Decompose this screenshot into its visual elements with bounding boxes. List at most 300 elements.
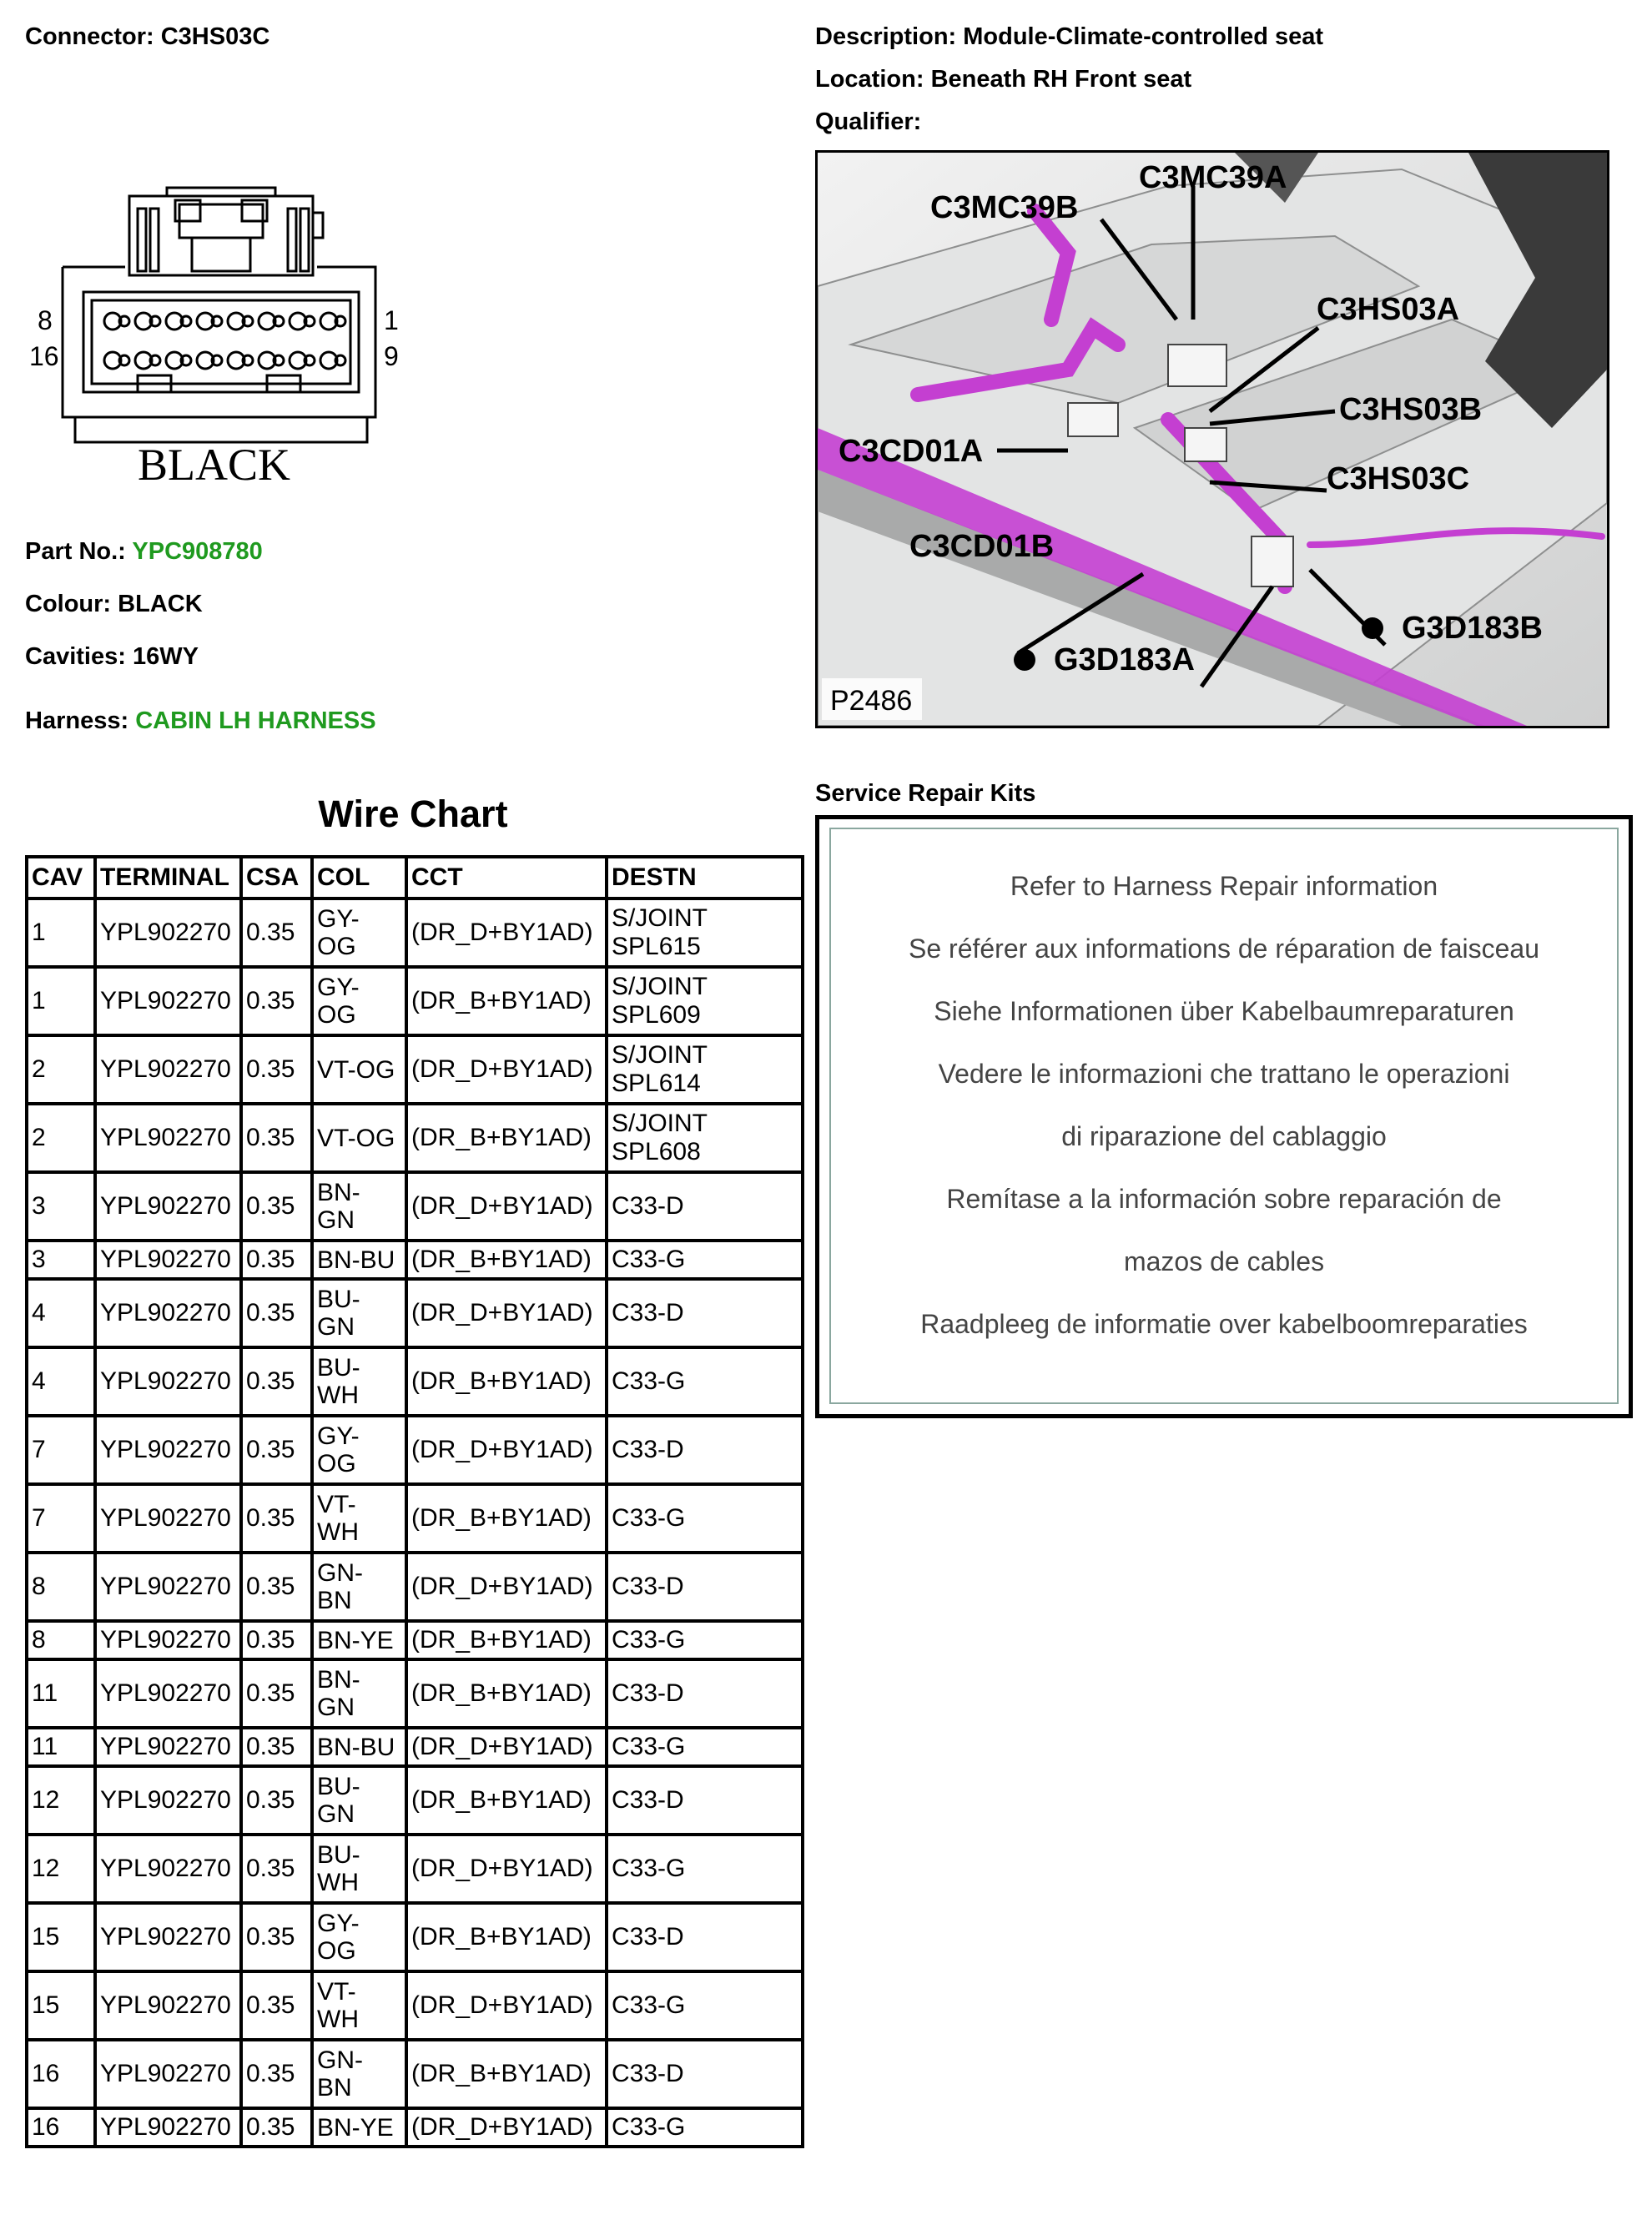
cavities-label: Cavities: (25, 643, 126, 670)
cell-csa (241, 1766, 312, 1835)
header-csa: CSA (241, 857, 312, 899)
cell-cct (406, 1903, 607, 1971)
description (815, 23, 1323, 51)
col-line-1: BU- (317, 1841, 360, 1869)
pin-label-9: 9 (384, 341, 399, 371)
callout-c3mc39a: C3MC39A (1139, 160, 1287, 195)
service-repair-kits-title: Service Repair Kits (815, 780, 1036, 807)
col-line-2: OG (317, 1001, 356, 1029)
cell-col (312, 1484, 406, 1553)
col-line-1: VT- (317, 1978, 356, 2006)
cell-col (312, 2040, 406, 2108)
cell-csa (241, 1835, 312, 1903)
cell-cav (27, 1104, 95, 1172)
cell-destn (607, 1621, 803, 1659)
repair-line: Raadpleeg de informatie over kabelboomreparaties (920, 1309, 1528, 1339)
table-row (27, 1484, 803, 1553)
cell-destn (607, 1347, 803, 1416)
csa-value: 0.35 (246, 1626, 295, 1654)
destn-line-1: C33-D (612, 1923, 684, 1951)
cav-value: 15 (32, 1991, 60, 2019)
cell-destn (607, 1416, 803, 1484)
cav-value: 16 (32, 2113, 60, 2141)
cell-col (312, 1416, 406, 1484)
table-row (27, 1621, 803, 1659)
part-number (25, 538, 263, 566)
terminal-value: YPL902270 (100, 1626, 231, 1654)
cell-terminal (95, 1835, 241, 1903)
cell-cav (27, 1903, 95, 1971)
location-value: Beneath RH Front seat (930, 66, 1192, 93)
cct-value: (DR_B+BY1AD) (411, 1679, 592, 1707)
cell-cav (27, 1347, 95, 1416)
pin-label-16: 16 (29, 341, 59, 371)
header-cav: CAV (27, 857, 95, 899)
destn-line-1: C33-D (612, 1679, 684, 1707)
cell-destn (607, 2108, 803, 2147)
cell-terminal (95, 1104, 241, 1172)
cav-value: 2 (32, 1055, 46, 1083)
wire-chart-title: Wire Chart (318, 793, 508, 835)
cell-cct (406, 1621, 607, 1659)
cell-csa (241, 899, 312, 967)
cct-value: (DR_B+BY1AD) (411, 1626, 592, 1654)
col-line-2: GN (317, 1206, 355, 1234)
col-line-2: BN (317, 1587, 352, 1614)
cell-terminal (95, 2108, 241, 2147)
service-repair-text (831, 869, 1617, 1370)
destn-line-1: C33-G (612, 1246, 686, 1273)
table-row (27, 1172, 803, 1241)
col-line-1: GY- (317, 905, 360, 933)
harness-value[interactable]: CABIN LH HARNESS (135, 707, 376, 734)
csa-value: 0.35 (246, 1299, 295, 1326)
colour-value: BLACK (118, 591, 203, 617)
csa-value: 0.35 (246, 1786, 295, 1814)
terminal-value: YPL902270 (100, 1055, 231, 1083)
col-line-1: BN-BU (317, 1246, 395, 1274)
destn-line-1: C33-D (612, 1786, 684, 1814)
header-cct: CCT (406, 857, 607, 899)
cav-value: 11 (32, 1679, 58, 1707)
table-row (27, 1903, 803, 1971)
cell-csa (241, 2108, 312, 2147)
terminal-value: YPL902270 (100, 987, 231, 1014)
col-line-2: OG (317, 933, 356, 960)
cct-value: (DR_D+BY1AD) (411, 1192, 593, 1220)
repair-line: Siehe Informationen über Kabelbaumreparaturen (934, 996, 1514, 1026)
cell-destn (607, 2040, 803, 2108)
cav-value: 11 (32, 1733, 58, 1760)
col-line-2: OG (317, 1450, 356, 1477)
cell-cct (406, 1241, 607, 1279)
terminal-value: YPL902270 (100, 2113, 231, 2141)
table-row (27, 1971, 803, 2040)
repair-line: Se référer aux informations de réparation de faisceau (909, 934, 1539, 964)
cell-csa (241, 1728, 312, 1766)
cell-cav (27, 899, 95, 967)
cell-terminal (95, 1903, 241, 1971)
ground-dot-a (1014, 649, 1035, 671)
destn-line-1: C33-G (612, 1991, 686, 2019)
cav-value: 3 (32, 1246, 46, 1273)
col-line-2: WH (317, 1518, 359, 1546)
destn-line-2: SPL615 (612, 933, 701, 960)
cell-destn (607, 1659, 803, 1728)
col-line-1: GY- (317, 974, 360, 1001)
header-col: COL (312, 857, 406, 899)
colour-label: Colour: (25, 591, 112, 617)
cav-value: 7 (32, 1436, 46, 1463)
destn-line-1: C33-D (612, 1436, 684, 1463)
cell-col (312, 899, 406, 967)
connector-face-diagram (25, 175, 426, 492)
qualifier (815, 108, 921, 136)
cct-value: (DR_D+BY1AD) (411, 1299, 593, 1326)
destn-line-1: C33-D (612, 1299, 684, 1326)
destn-line-1: S/JOINT (612, 904, 708, 932)
col-line-2: WH (317, 1382, 359, 1409)
repair-line: Refer to Harness Repair information (1010, 871, 1438, 901)
cell-csa (241, 967, 312, 1035)
cell-destn (607, 1035, 803, 1104)
repair-line: Vedere le informazioni che trattano le operazioni (938, 1059, 1510, 1089)
col-line-1: VT- (317, 1491, 356, 1518)
cell-cct (406, 1416, 607, 1484)
cell-destn (607, 1766, 803, 1835)
csa-value: 0.35 (246, 1246, 295, 1273)
csa-value: 0.35 (246, 1055, 295, 1083)
cell-col (312, 1766, 406, 1835)
cav-value: 16 (32, 2060, 60, 2087)
cell-cav (27, 1484, 95, 1553)
cell-csa (241, 1553, 312, 1621)
callout-c3hs03b: C3HS03B (1339, 392, 1483, 427)
terminal-value: YPL902270 (100, 919, 231, 946)
col-line-1: BN- (317, 1666, 360, 1694)
col-line-1: BN- (317, 1179, 360, 1206)
destn-line-1: C33-G (612, 1855, 686, 1882)
callout-c3cd01a: C3CD01A (839, 434, 984, 469)
cell-destn (607, 1903, 803, 1971)
table-row (27, 1766, 803, 1835)
cav-value: 7 (32, 1504, 46, 1532)
pin-label-8: 8 (38, 305, 53, 335)
table-row (27, 1241, 803, 1279)
cell-cav (27, 1971, 95, 2040)
cell-csa (241, 1659, 312, 1728)
cell-cav (27, 1659, 95, 1728)
description-label: Description: (815, 23, 957, 50)
cell-col (312, 1104, 406, 1172)
cell-cav (27, 1279, 95, 1347)
cell-terminal (95, 1279, 241, 1347)
cav-value: 15 (32, 1923, 60, 1951)
cav-value: 3 (32, 1192, 46, 1220)
table-row (27, 1728, 803, 1766)
table-row (27, 1104, 803, 1172)
cell-csa (241, 1484, 312, 1553)
cct-value: (DR_B+BY1AD) (411, 1246, 592, 1273)
cct-value: (DR_B+BY1AD) (411, 1367, 592, 1395)
cell-destn (607, 967, 803, 1035)
destn-line-1: S/JOINT (612, 1041, 708, 1069)
terminal-value: YPL902270 (100, 1679, 231, 1707)
callout-c3mc39b: C3MC39B (930, 190, 1079, 225)
cell-terminal (95, 2040, 241, 2108)
cell-col (312, 1903, 406, 1971)
csa-value: 0.35 (246, 1504, 295, 1532)
cell-csa (241, 1621, 312, 1659)
cct-value: (DR_D+BY1AD) (411, 919, 593, 946)
terminal-value: YPL902270 (100, 1855, 231, 1882)
destn-line-1: C33-G (612, 2113, 686, 2141)
cell-cav (27, 2040, 95, 2108)
cell-col (312, 1241, 406, 1279)
table-row (27, 1035, 803, 1104)
col-line-2: GN (317, 1800, 355, 1828)
terminal-value: YPL902270 (100, 1436, 231, 1463)
harness-label: Harness: (25, 707, 129, 734)
cell-cct (406, 1347, 607, 1416)
connector-label: Connector: (25, 23, 154, 50)
cell-cct (406, 2108, 607, 2147)
table-row (27, 1835, 803, 1903)
col-line-2: BN (317, 2074, 352, 2102)
qualifier-label: Qualifier: (815, 108, 922, 135)
cav-value: 4 (32, 1367, 46, 1395)
cell-col (312, 1835, 406, 1903)
col-line-1: GY- (317, 1910, 360, 1937)
table-row (27, 1279, 803, 1347)
cct-value: (DR_B+BY1AD) (411, 1504, 592, 1532)
col-line-2: OG (317, 1937, 356, 1965)
destn-line-1: S/JOINT (612, 973, 708, 1000)
cell-cav (27, 1241, 95, 1279)
cell-destn (607, 1279, 803, 1347)
location-illustration (815, 150, 1609, 728)
cell-terminal (95, 1241, 241, 1279)
cell-destn (607, 1241, 803, 1279)
cell-col (312, 1172, 406, 1241)
pin-cavities (104, 313, 345, 369)
cell-cav (27, 1766, 95, 1835)
cell-col (312, 2108, 406, 2147)
cav-value: 12 (32, 1786, 60, 1814)
part-number-label: Part No.: (25, 538, 126, 565)
cell-cct (406, 1971, 607, 2040)
cell-col (312, 1621, 406, 1659)
cell-terminal (95, 1035, 241, 1104)
cav-value: 1 (32, 919, 46, 946)
cell-cct (406, 1553, 607, 1621)
cell-cct (406, 1835, 607, 1903)
terminal-value: YPL902270 (100, 1299, 231, 1326)
cell-csa (241, 1971, 312, 2040)
cell-cct (406, 967, 607, 1035)
col-line-2: GN (317, 1694, 355, 1721)
part-number-value[interactable]: YPC908780 (132, 538, 263, 565)
csa-value: 0.35 (246, 919, 295, 946)
cell-csa (241, 1241, 312, 1279)
csa-value: 0.35 (246, 1124, 295, 1151)
cell-csa (241, 1416, 312, 1484)
cell-col (312, 1659, 406, 1728)
cct-value: (DR_B+BY1AD) (411, 987, 592, 1014)
cell-terminal (95, 899, 241, 967)
cct-value: (DR_D+BY1AD) (411, 1855, 593, 1882)
cct-value: (DR_D+BY1AD) (411, 1733, 593, 1760)
cav-value: 4 (32, 1299, 46, 1326)
cell-col (312, 1728, 406, 1766)
csa-value: 0.35 (246, 1367, 295, 1395)
service-repair-kits-box (815, 815, 1633, 1418)
cct-value: (DR_D+BY1AD) (411, 1055, 593, 1083)
terminal-value: YPL902270 (100, 1786, 231, 1814)
cct-value: (DR_B+BY1AD) (411, 1786, 592, 1814)
destn-line-2: SPL608 (612, 1138, 701, 1165)
destn-line-2: SPL614 (612, 1070, 701, 1097)
cavities (25, 643, 199, 671)
cav-value: 12 (32, 1855, 60, 1882)
ground-dot-b (1362, 617, 1383, 639)
cell-csa (241, 1104, 312, 1172)
cell-csa (241, 1903, 312, 1971)
terminal-value: YPL902270 (100, 1573, 231, 1600)
col-line-1: BU- (317, 1773, 360, 1800)
destn-line-1: C33-D (612, 1192, 684, 1220)
cavities-value: 16WY (132, 643, 199, 670)
cct-value: (DR_D+BY1AD) (411, 1436, 593, 1463)
connector-colour-text: BLACK (138, 440, 291, 490)
table-row (27, 2040, 803, 2108)
pin-label-1: 1 (384, 305, 399, 335)
cell-cct (406, 2040, 607, 2108)
table-row (27, 1659, 803, 1728)
colour (25, 591, 203, 618)
cell-cct (406, 1766, 607, 1835)
connector-id (25, 23, 269, 51)
terminal-value: YPL902270 (100, 1124, 231, 1151)
cct-value: (DR_B+BY1AD) (411, 2060, 592, 2087)
table-row (27, 1347, 803, 1416)
destn-line-2: SPL609 (612, 1001, 701, 1029)
csa-value: 0.35 (246, 1991, 295, 2019)
cell-col (312, 1347, 406, 1416)
cct-value: (DR_D+BY1AD) (411, 1573, 593, 1600)
wire-chart-table (25, 855, 804, 2148)
destn-line-1: C33-G (612, 1733, 686, 1760)
connector-value: C3HS03C (160, 23, 270, 50)
cell-destn (607, 899, 803, 967)
cell-col (312, 1035, 406, 1104)
table-row (27, 2108, 803, 2147)
col-line-1: GY- (317, 1422, 360, 1450)
cav-value: 8 (32, 1626, 46, 1654)
repair-line: di riparazione del cablaggio (1061, 1121, 1387, 1151)
harness (25, 707, 376, 735)
terminal-value: YPL902270 (100, 1192, 231, 1220)
callout-g3d183a: G3D183A (1054, 642, 1195, 677)
table-row (27, 1416, 803, 1484)
location-label: Location: (815, 66, 924, 93)
table-row (27, 1553, 803, 1621)
col-line-1: VT-OG (317, 1055, 395, 1084)
cell-cct (406, 1172, 607, 1241)
destn-line-1: C33-D (612, 2060, 684, 2087)
table-row (27, 899, 803, 967)
terminal-value: YPL902270 (100, 1367, 231, 1395)
description-value: Module-Climate-controlled seat (963, 23, 1324, 50)
cell-destn (607, 1971, 803, 2040)
cell-cct (406, 1279, 607, 1347)
csa-value: 0.35 (246, 2060, 295, 2087)
col-line-1: GN- (317, 1559, 363, 1587)
cell-col (312, 1279, 406, 1347)
cell-terminal (95, 1659, 241, 1728)
cell-terminal (95, 1553, 241, 1621)
csa-value: 0.35 (246, 1192, 295, 1220)
cav-value: 2 (32, 1124, 46, 1151)
destn-line-1: C33-G (612, 1626, 686, 1654)
cell-col (312, 967, 406, 1035)
csa-value: 0.35 (246, 1733, 295, 1760)
cell-terminal (95, 1971, 241, 2040)
cell-destn (607, 1553, 803, 1621)
repair-line: mazos de cables (1123, 1246, 1325, 1276)
cell-cav (27, 1172, 95, 1241)
terminal-value: YPL902270 (100, 1246, 231, 1273)
csa-value: 0.35 (246, 2113, 295, 2141)
cell-cav (27, 1728, 95, 1766)
cell-terminal (95, 1416, 241, 1484)
cell-cct (406, 1484, 607, 1553)
col-line-2: GN (317, 1313, 355, 1341)
cell-col (312, 1553, 406, 1621)
cell-cct (406, 1104, 607, 1172)
terminal-value: YPL902270 (100, 1923, 231, 1951)
header-destn: DESTN (607, 857, 803, 899)
cell-cav (27, 2108, 95, 2147)
csa-value: 0.35 (246, 987, 295, 1014)
cell-destn (607, 1172, 803, 1241)
cell-csa (241, 1172, 312, 1241)
col-line-2: WH (317, 2006, 359, 2033)
cell-destn (607, 1835, 803, 1903)
terminal-value: YPL902270 (100, 1504, 231, 1532)
location (815, 66, 1191, 93)
col-line-1: VT-OG (317, 1124, 395, 1152)
cell-destn (607, 1484, 803, 1553)
header-terminal: TERMINAL (95, 857, 241, 899)
cell-cav (27, 1835, 95, 1903)
cav-value: 8 (32, 1573, 46, 1600)
cell-destn (607, 1104, 803, 1172)
cell-cct (406, 1728, 607, 1766)
cav-value: 1 (32, 987, 46, 1014)
cell-csa (241, 1347, 312, 1416)
cell-cav (27, 1416, 95, 1484)
callout-c3cd01b: C3CD01B (909, 529, 1055, 564)
cell-cav (27, 1553, 95, 1621)
col-line-1: BU- (317, 1354, 360, 1382)
table-header-row (27, 857, 803, 899)
destn-line-1: C33-G (612, 1367, 686, 1395)
terminal-value: YPL902270 (100, 2060, 231, 2087)
cct-value: (DR_B+BY1AD) (411, 1124, 592, 1151)
cell-csa (241, 1279, 312, 1347)
cell-terminal (95, 1621, 241, 1659)
